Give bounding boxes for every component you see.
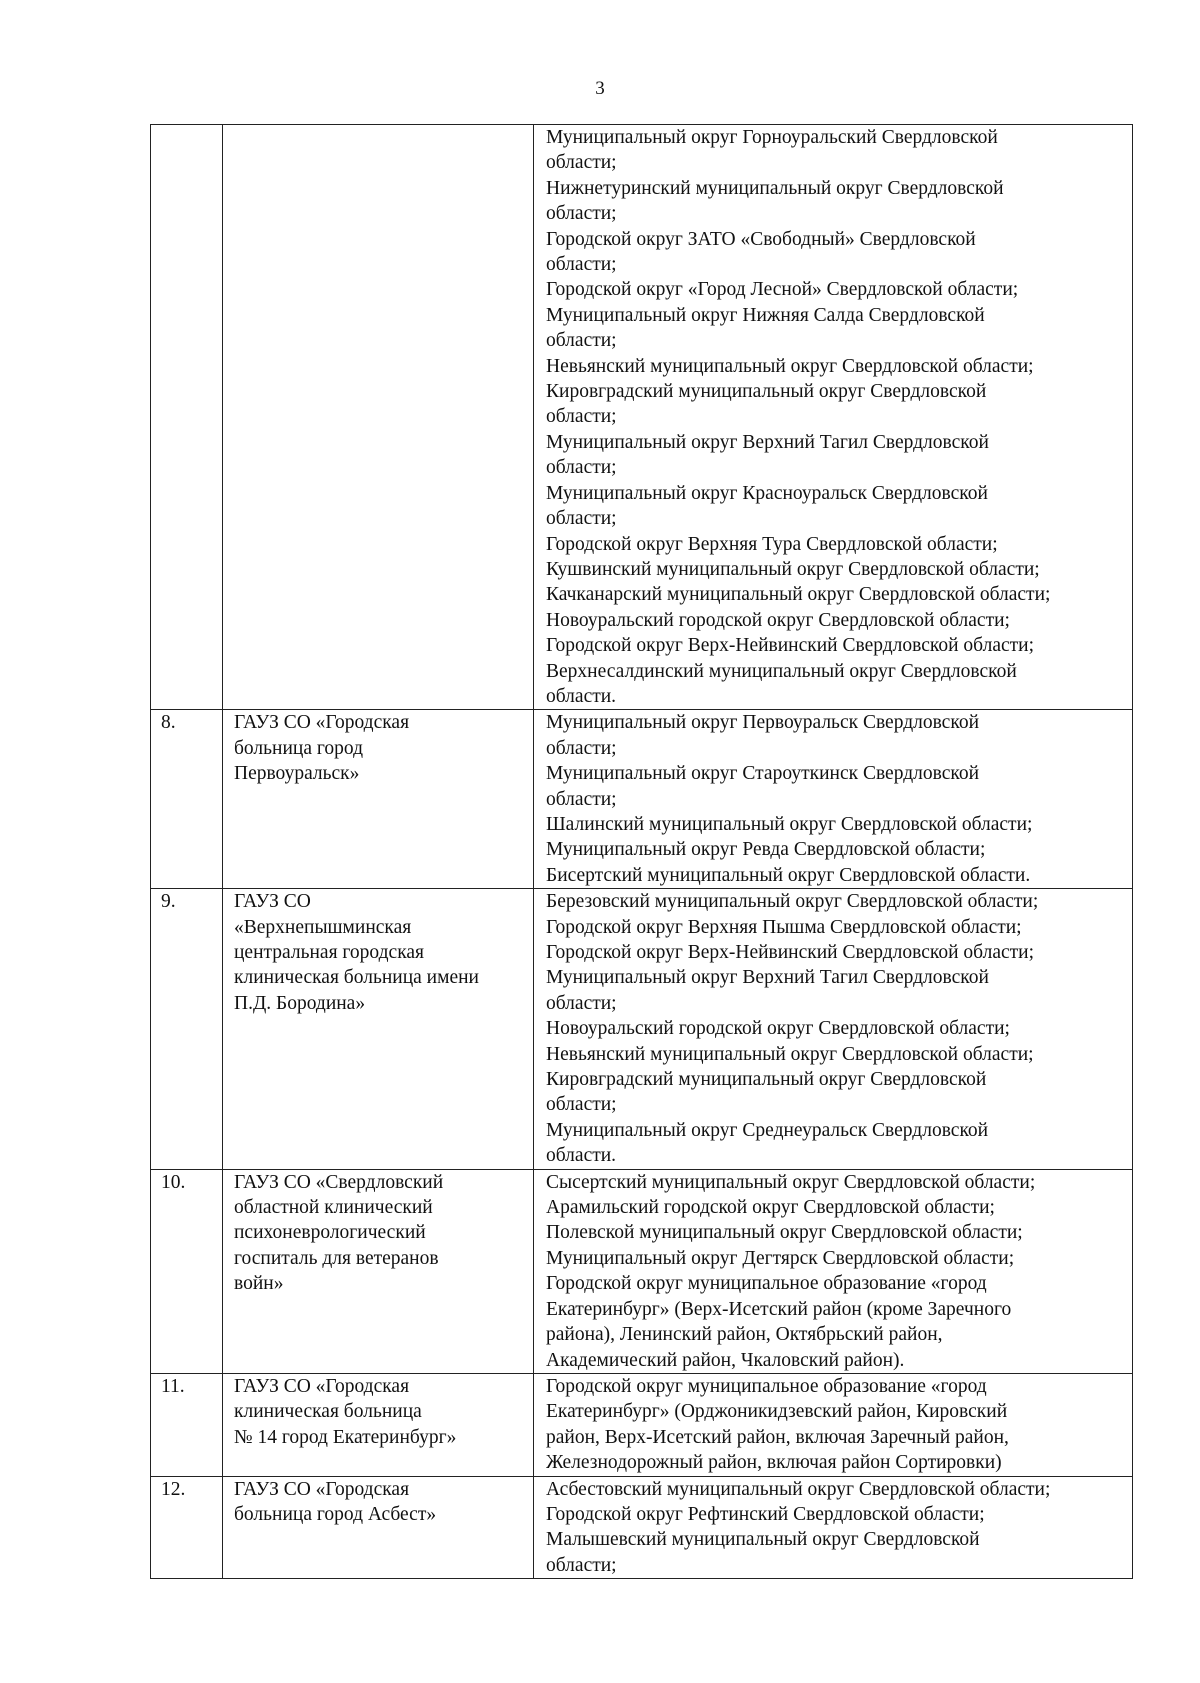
served-area-line: Городской округ Верх-Нейвинский Свердловской области; — [546, 635, 1035, 657]
organization-name-line: ГАУЗ СО «Свердловский — [234, 1171, 444, 1193]
served-area-line: области; — [546, 737, 617, 759]
served-area-line: Полевской муниципальный округ Свердловской области; — [546, 1222, 1023, 1244]
organization-name-line: больница город — [234, 737, 363, 759]
served-area-line: Качканарский муниципальный округ Свердловской области; — [546, 584, 1051, 606]
served-area-line: Березовский муниципальный округ Свердловской области; — [546, 891, 1039, 913]
table-row — [151, 1476, 1133, 1579]
served-area-line: Муниципальный округ Ревда Свердловской области; — [546, 839, 986, 861]
served-area-line: Кушвинский муниципальный округ Свердловской области; — [546, 558, 1040, 580]
organization-cell — [223, 1373, 534, 1476]
served-area-line: области; — [546, 508, 617, 530]
row-number-cell — [151, 710, 223, 889]
served-area-line: района), Ленинский район, Октябрьский район, — [546, 1324, 943, 1346]
row-number-cell — [151, 125, 223, 710]
organization-name-line: ГАУЗ СО «Городская — [234, 1375, 410, 1397]
served-area-line: Муниципальный округ Верхний Тагил Свердловской — [546, 967, 989, 989]
row-number-cell — [151, 1169, 223, 1373]
organization-name-line: областной клинический — [234, 1197, 433, 1219]
organization-name-line: П.Д. Бородина» — [234, 992, 366, 1014]
organization-name-line: ГАУЗ СО «Городская — [234, 712, 410, 734]
served-areas-cell — [534, 889, 1133, 1169]
served-area-line: области. — [546, 1145, 617, 1167]
served-area-line: области; — [546, 406, 617, 428]
served-areas-cell — [534, 1169, 1133, 1373]
served-area-line: Городской округ Верх-Нейвинский Свердловской области; — [546, 942, 1035, 963]
organization-name-line: госпиталь для ветеранов — [234, 1247, 439, 1269]
table-row — [151, 710, 1133, 889]
served-area-line: Муниципальный округ Горноуральский Свердловской — [546, 127, 998, 148]
organization-name-line: «Верхнепышминская — [234, 916, 412, 938]
row-number: 12. — [161, 1478, 186, 1500]
served-area-line: Городской округ ЗАТО «Свободный» Свердловской — [546, 228, 976, 250]
distribution-table — [150, 124, 1133, 1579]
table-row — [151, 125, 1133, 710]
row-number-cell — [151, 1476, 223, 1579]
organization-name-line: клиническая больница имени — [234, 967, 479, 989]
table-row — [151, 889, 1133, 1169]
served-areas-cell — [534, 1476, 1133, 1579]
row-number: 11. — [161, 1375, 185, 1397]
row-number: 8. — [161, 712, 176, 734]
organization-name-line: центральная городская — [234, 942, 425, 963]
served-area-line: области; — [546, 457, 617, 479]
served-area-line: Невьянский муниципальный округ Свердловской области; — [546, 1043, 1034, 1065]
organization-name-line: больница город Асбест» — [234, 1503, 437, 1525]
served-area-line: Железнодорожный район, включая район Сортировки) — [546, 1452, 1002, 1474]
served-area-line: Муниципальный округ Первоуральск Свердловской — [546, 712, 980, 734]
served-area-line: Городской округ Верхняя Пышма Свердловской области; — [546, 916, 1022, 938]
served-areas-cell — [534, 125, 1133, 710]
served-area-line: Муниципальный округ Староуткинск Свердловской — [546, 763, 980, 785]
served-area-line: Нижнетуринский муниципальный округ Свердловской — [546, 177, 1004, 199]
served-area-line: Муниципальный округ Дегтярск Свердловской области; — [546, 1247, 1015, 1269]
served-area-line: Городской округ муниципальное образование «город — [546, 1375, 987, 1397]
organization-cell — [223, 125, 534, 710]
organization-name-line: ГАУЗ СО — [234, 891, 311, 913]
organization-name-line: психоневрологический — [234, 1222, 426, 1244]
served-area-line: области; — [546, 203, 617, 225]
served-area-line: Асбестовский муниципальный округ Свердловской области; — [546, 1478, 1051, 1500]
served-area-line: Муниципальный округ Среднеуральск Свердловской — [546, 1119, 989, 1141]
organization-cell — [223, 710, 534, 889]
served-area-line: области; — [546, 992, 617, 1014]
table-body — [151, 125, 1133, 1579]
served-area-line: Верхнесалдинский муниципальный округ Свердловской — [546, 660, 1017, 682]
row-number: 10. — [161, 1171, 186, 1193]
served-area-line: области; — [546, 788, 617, 810]
organization-cell — [223, 1169, 534, 1373]
served-area-line: Городской округ Рефтинский Свердловской области; — [546, 1503, 985, 1525]
served-area-line: Академический район, Чкаловский район). — [546, 1349, 905, 1371]
served-area-line: Муниципальный округ Красноуральск Свердловской — [546, 482, 988, 504]
served-area-line: Кировградский муниципальный округ Свердловской — [546, 1069, 987, 1091]
served-areas-cell — [534, 1373, 1133, 1476]
served-area-line: Муниципальный округ Верхний Тагил Свердловской — [546, 431, 989, 453]
table-row — [151, 1373, 1133, 1476]
served-area-line: Шалинский муниципальный округ Свердловской области; — [546, 813, 1033, 835]
served-area-line: Малышевский муниципальный округ Свердловской — [546, 1529, 980, 1551]
row-number-cell — [151, 1373, 223, 1476]
served-area-line: Муниципальный округ Нижняя Салда Свердловской — [546, 304, 985, 326]
served-area-line: район, Верх-Исетский район, включая Заречный район, — [546, 1426, 1009, 1448]
served-area-line: Новоуральский городской округ Свердловской области; — [546, 609, 1010, 631]
served-area-line: Арамильский городской округ Свердловской области; — [546, 1197, 995, 1219]
served-area-line: Бисертский муниципальный округ Свердловской области. — [546, 864, 1031, 886]
served-areas-cell — [534, 710, 1133, 889]
row-number-cell — [151, 889, 223, 1169]
served-area-line: области; — [546, 254, 617, 276]
organization-name-line: клиническая больница — [234, 1401, 422, 1423]
page-number: 3 — [595, 78, 605, 99]
organization-name-line: Первоуральск» — [234, 763, 360, 785]
row-number: 9. — [161, 891, 176, 913]
served-area-line: Городской округ «Город Лесной» Свердловской области; — [546, 279, 1019, 301]
organization-cell — [223, 1476, 534, 1579]
served-area-line: Екатеринбург» (Верх-Исетский район (кроме Заречного — [546, 1298, 1012, 1320]
served-area-line: Новоуральский городской округ Свердловской области; — [546, 1018, 1010, 1040]
served-area-line: Екатеринбург» (Орджоникидзевский район, Кировский — [546, 1401, 1008, 1423]
served-area-line: Городской округ муниципальное образование «город — [546, 1273, 987, 1295]
organization-name-line: № 14 город Екатеринбург» — [234, 1426, 457, 1448]
served-area-line: области; — [546, 1094, 617, 1116]
organization-name-line: ГАУЗ СО «Городская — [234, 1478, 410, 1500]
table-row — [151, 1169, 1133, 1373]
served-area-line: Городской округ Верхняя Тура Свердловской области; — [546, 533, 998, 555]
organization-name-line: войн» — [234, 1273, 284, 1295]
served-area-line: Сысертский муниципальный округ Свердловской области; — [546, 1171, 1036, 1193]
served-area-line: Невьянский муниципальный округ Свердловской области; — [546, 355, 1034, 377]
served-area-line: области. — [546, 685, 617, 707]
served-area-line: области; — [546, 152, 617, 174]
served-area-line: Кировградский муниципальный округ Свердловской — [546, 381, 987, 403]
served-area-line: области; — [546, 330, 617, 352]
served-area-line: области; — [546, 1554, 617, 1576]
organization-cell — [223, 889, 534, 1169]
